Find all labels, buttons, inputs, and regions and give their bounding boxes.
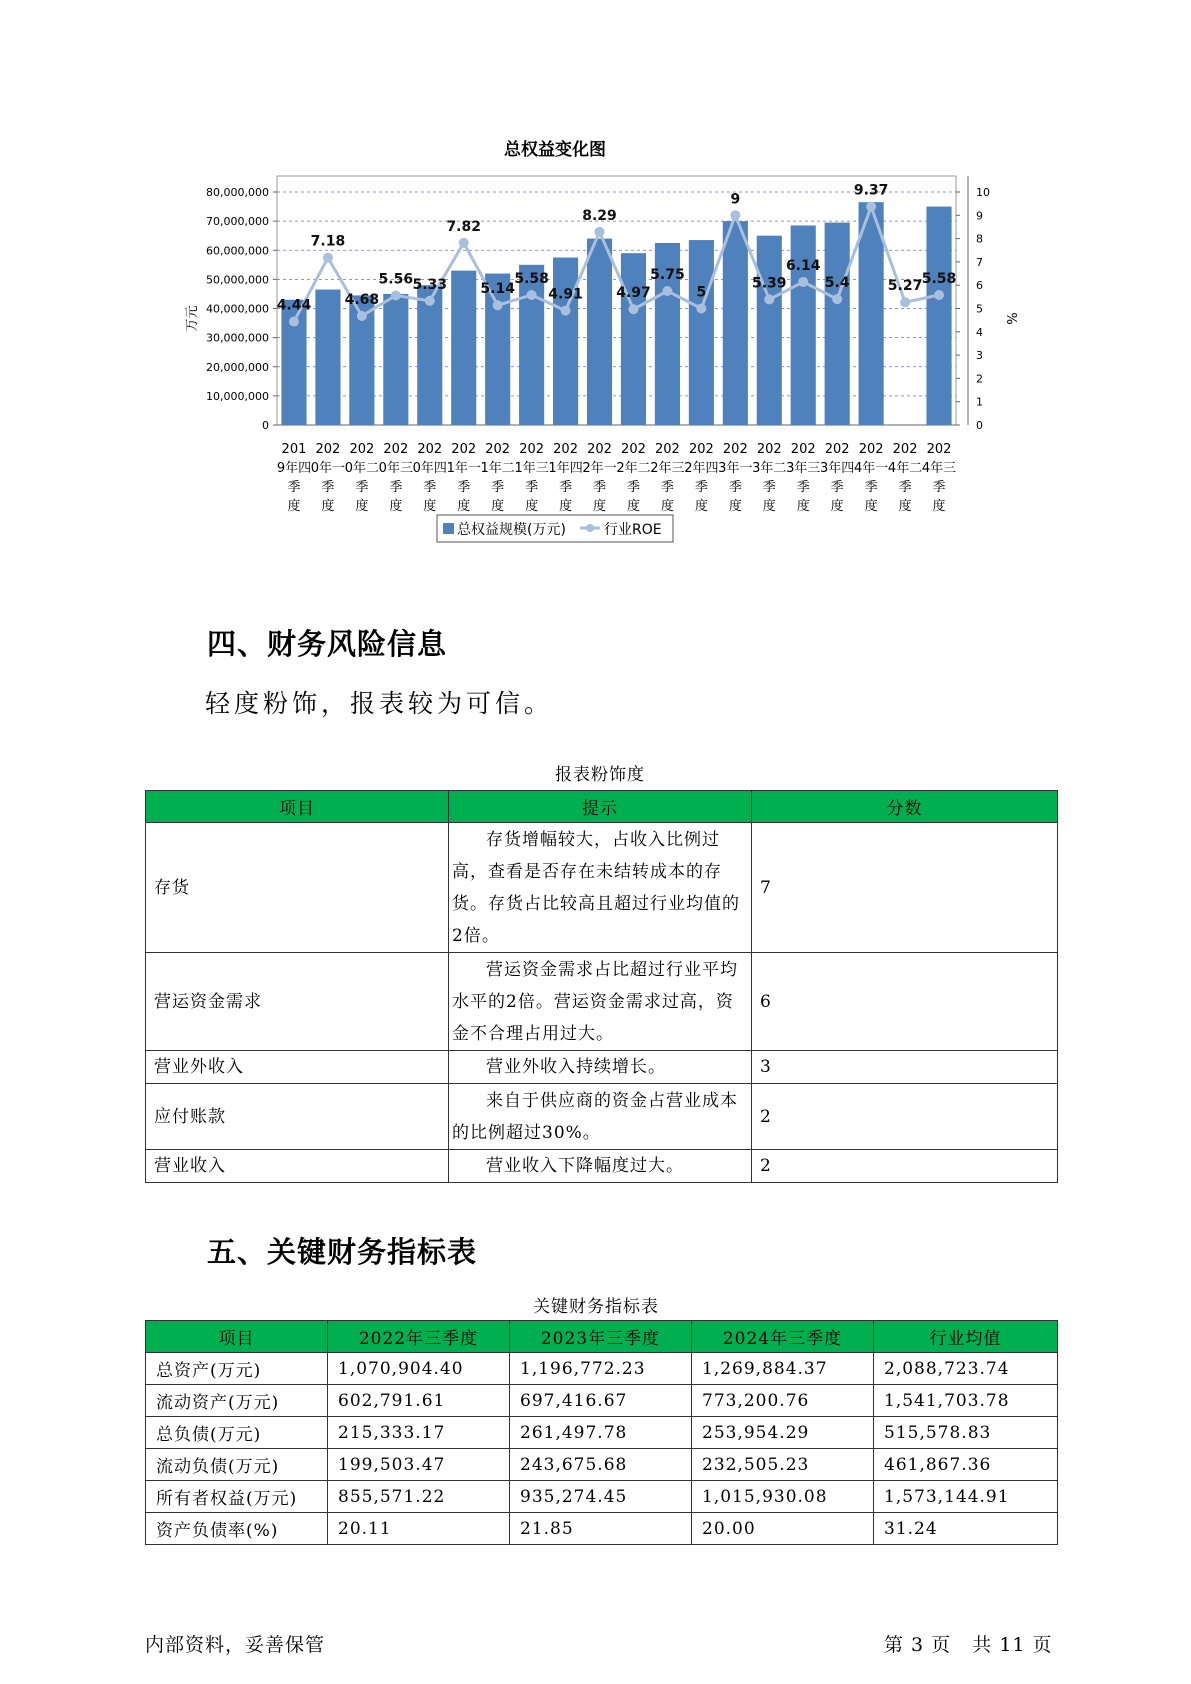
bar: [689, 240, 714, 425]
risk-table-caption: 报表粉饰度: [555, 765, 645, 785]
kpi-table: [145, 1320, 1058, 1545]
equity-chart-svg: [180, 140, 1020, 600]
kpi-value: 461,867.36: [874, 1449, 1058, 1481]
kpi-value: 215,333.17: [328, 1417, 510, 1449]
equity-chart: [180, 140, 1020, 600]
kpi-value: 232,505.23: [692, 1449, 874, 1481]
section4-heading: 四、财务风险信息: [207, 627, 448, 661]
roe-data-label: 4.44: [276, 297, 312, 314]
roe-point: [595, 227, 605, 237]
x-tick-label: 202 0年三季度: [378, 442, 413, 514]
table-row: [146, 1481, 1058, 1513]
risk-hint: 存货增幅较大，占收入比例过高，查看是否存在未结转成本的存货。存货占比较高且超过行业均值的2倍。: [449, 823, 752, 953]
bar: [587, 239, 612, 425]
kpi-value: 515,578.83: [874, 1417, 1058, 1449]
y2-axis-label: %: [1003, 312, 1018, 325]
x-tick-label: 202 4年三季度: [921, 442, 957, 514]
y-tick-label: 10,000,000: [206, 389, 269, 403]
x-tick-label: 202 2年二季度: [616, 442, 651, 514]
legend-bar-swatch: [443, 523, 454, 534]
y-tick-label: 70,000,000: [206, 215, 269, 229]
roe-data-label: 5.27: [887, 278, 923, 295]
roe-data-label: 5.33: [412, 276, 448, 293]
kpi-value: 253,954.29: [692, 1417, 874, 1449]
table-row: [146, 953, 1058, 1051]
roe-data-label: 8.29: [582, 207, 617, 224]
y2-tick-label: 7: [976, 255, 983, 269]
roe-point: [527, 290, 537, 300]
x-tick-label: 202 0年一季度: [310, 442, 346, 514]
kpi-value: 1,269,884.37: [692, 1353, 874, 1385]
legend-bar-label: 总权益规模(万元): [457, 522, 566, 538]
roe-point: [730, 210, 740, 220]
kpi-value: 773,200.76: [692, 1385, 874, 1417]
kpi-value: 602,791.61: [328, 1385, 510, 1417]
kpi-table-caption: 关键财务指标表: [533, 1297, 659, 1317]
header-item: 项目: [146, 791, 449, 823]
risk-score: 3: [752, 1051, 1058, 1084]
risk-item: 应付账款: [146, 1084, 449, 1150]
chart-title: 总权益变化图: [504, 140, 606, 160]
y2-tick-label: 2: [976, 372, 983, 386]
table-row: [146, 1084, 1058, 1150]
table-row: [146, 1353, 1058, 1385]
kpi-header: 2023年三季度: [510, 1321, 692, 1353]
kpi-value: 21.85: [510, 1513, 692, 1545]
x-tick-label: 202 2年四季度: [684, 442, 719, 514]
kpi-value: 1,070,904.40: [328, 1353, 510, 1385]
kpi-value: 261,497.78: [510, 1417, 692, 1449]
roe-data-label: 5.39: [752, 275, 787, 292]
table-row: [146, 1385, 1058, 1417]
risk-hint: 来自于供应商的资金占营业成本的比例超过30%。: [449, 1084, 752, 1150]
risk-item: 存货: [146, 823, 449, 953]
y-axis-label: 万元: [185, 305, 200, 332]
table-row: [146, 823, 1058, 953]
roe-point: [696, 304, 706, 314]
y2-tick-label: 3: [976, 349, 983, 363]
kpi-value: 2,088,723.74: [874, 1353, 1058, 1385]
roe-point: [900, 297, 910, 307]
table-row: [146, 1513, 1058, 1545]
kpi-value: 20.11: [328, 1513, 510, 1545]
roe-point: [662, 286, 672, 296]
bar: [621, 253, 646, 425]
roe-point: [323, 253, 333, 263]
roe-point: [934, 290, 944, 300]
kpi-header: 项目: [146, 1321, 328, 1353]
y2-tick-label: 5: [976, 302, 983, 316]
roe-data-label: 5.58: [514, 270, 549, 287]
roe-point: [561, 306, 571, 316]
kpi-header: 2024年三季度: [692, 1321, 874, 1353]
kpi-table-header: [146, 1321, 1058, 1353]
kpi-label: 资产负债率(%): [146, 1513, 328, 1545]
x-tick-label: 202 3年四季度: [820, 442, 855, 514]
bar: [417, 285, 442, 425]
y-tick-label: 80,000,000: [206, 186, 269, 199]
roe-point: [357, 311, 367, 321]
roe-data-label: 4.97: [616, 285, 651, 302]
y-tick-label: 20,000,000: [206, 360, 269, 374]
y-tick-label: 0: [262, 419, 269, 432]
risk-hint: 营运资金需求占比超过行业平均水平的2倍。营运资金需求过高，资金不合理占用过大。: [449, 953, 752, 1051]
bar: [553, 258, 578, 425]
y-tick-label: 40,000,000: [206, 302, 269, 316]
kpi-value: 243,675.68: [510, 1449, 692, 1481]
bar: [825, 223, 850, 425]
kpi-label: 总资产(万元): [146, 1353, 328, 1385]
table-row: [146, 1051, 1058, 1084]
risk-score: 2: [752, 1084, 1058, 1150]
x-tick-label: 202 3年二季度: [752, 442, 787, 514]
x-tick-label: 202 4年二季度: [887, 442, 923, 514]
y2-tick-label: 1: [976, 395, 983, 409]
roe-data-label: 5: [696, 284, 707, 301]
y2-tick-label: 6: [976, 279, 983, 293]
roe-point: [459, 238, 469, 248]
risk-hint: 营业收入下降幅度过大。: [449, 1150, 752, 1183]
kpi-value: 697,416.67: [510, 1385, 692, 1417]
table-row: [146, 1449, 1058, 1481]
x-tick-label: 202 3年一季度: [718, 442, 753, 514]
x-tick-label: 202 1年一季度: [446, 442, 481, 514]
y-tick-label: 30,000,000: [206, 331, 269, 345]
kpi-value: 1,573,144.91: [874, 1481, 1058, 1513]
roe-point: [425, 296, 435, 306]
kpi-value: 1,015,930.08: [692, 1481, 874, 1513]
y-tick-label: 50,000,000: [206, 273, 269, 287]
y2-tick-label: 8: [976, 232, 983, 246]
bar: [791, 225, 816, 425]
y2-tick-label: 0: [976, 419, 983, 432]
x-tick-label: 202 0年四季度: [412, 442, 447, 514]
y2-tick-label: 10: [976, 186, 990, 199]
legend-line-marker: [586, 524, 594, 532]
header-score: 分数: [752, 791, 1058, 823]
roe-data-label: 5.14: [480, 281, 515, 298]
roe-data-label: 4.68: [344, 291, 380, 308]
roe-data-label: 4.91: [548, 286, 583, 303]
bar: [383, 294, 408, 425]
bar: [451, 271, 476, 425]
risk-table-header: [146, 791, 1058, 823]
roe-point: [866, 202, 876, 212]
roe-data-label: 6.14: [785, 257, 821, 274]
roe-data-label: 9: [730, 191, 741, 208]
risk-score: 6: [752, 953, 1058, 1051]
legend-line-label: 行业ROE: [604, 522, 662, 538]
risk-score: 2: [752, 1150, 1058, 1183]
risk-item: 营运资金需求: [146, 953, 449, 1051]
bar: [723, 221, 748, 425]
risk-item: 营业收入: [146, 1150, 449, 1183]
x-tick-label: 202 3年三季度: [786, 442, 821, 514]
risk-table: [145, 790, 1058, 1183]
x-tick-label: 202 4年一季度: [853, 442, 889, 514]
roe-point: [289, 317, 299, 327]
footer-page-number: 第 3 页 共 11 页: [884, 1634, 1053, 1656]
kpi-header: 行业均值: [874, 1321, 1058, 1353]
roe-point: [764, 294, 774, 304]
kpi-value: 31.24: [874, 1513, 1058, 1545]
roe-data-label: 5.4: [824, 275, 850, 292]
kpi-header: 2022年三季度: [328, 1321, 510, 1353]
y2-tick-label: 4: [976, 325, 983, 339]
x-tick-label: 202 1年四季度: [548, 442, 583, 514]
risk-summary: 轻度粉饰，报表较为可信。: [205, 689, 554, 718]
kpi-value: 20.00: [692, 1513, 874, 1545]
x-tick-label: 202 0年二季度: [344, 442, 380, 514]
header-hint: 提示: [449, 791, 752, 823]
roe-data-label: 5.56: [378, 271, 414, 288]
kpi-label: 流动负债(万元): [146, 1449, 328, 1481]
risk-item: 营业外收入: [146, 1051, 449, 1084]
bar: [315, 290, 340, 425]
table-row: [146, 1417, 1058, 1449]
roe-data-label: 5.58: [921, 270, 957, 287]
roe-point: [798, 277, 808, 287]
roe-point: [628, 304, 638, 314]
table-row: [146, 1150, 1058, 1183]
kpi-value: 1,196,772.23: [510, 1353, 692, 1385]
bar: [926, 207, 951, 425]
x-tick-label: 202 1年三季度: [514, 442, 549, 514]
y2-tick-label: 9: [976, 209, 983, 223]
kpi-value: 1,541,703.78: [874, 1385, 1058, 1417]
footer-confidential: 内部资料，妥善保管: [145, 1634, 326, 1656]
risk-score: 7: [752, 823, 1058, 953]
x-tick-label: 201 9年四季度: [276, 442, 312, 514]
roe-data-label: 9.37: [853, 182, 889, 199]
kpi-value: 935,274.45: [510, 1481, 692, 1513]
kpi-label: 所有者权益(万元): [146, 1481, 328, 1513]
y-tick-label: 60,000,000: [206, 244, 269, 258]
roe-data-label: 5.75: [650, 267, 685, 284]
risk-hint: 营业外收入持续增长。: [449, 1051, 752, 1084]
section5-heading: 五、关键财务指标表: [207, 1235, 478, 1269]
bar: [757, 236, 782, 425]
bar: [519, 265, 544, 425]
x-tick-label: 202 2年三季度: [650, 442, 685, 514]
x-tick-label: 202 2年一季度: [582, 442, 617, 514]
roe-point: [493, 300, 503, 310]
roe-point: [832, 294, 842, 304]
roe-point: [391, 290, 401, 300]
kpi-label: 流动资产(万元): [146, 1385, 328, 1417]
x-tick-label: 202 1年二季度: [480, 442, 515, 514]
kpi-label: 总负债(万元): [146, 1417, 328, 1449]
roe-data-label: 7.82: [446, 218, 481, 235]
kpi-value: 855,571.22: [328, 1481, 510, 1513]
kpi-value: 199,503.47: [328, 1449, 510, 1481]
roe-data-label: 7.18: [310, 233, 346, 250]
